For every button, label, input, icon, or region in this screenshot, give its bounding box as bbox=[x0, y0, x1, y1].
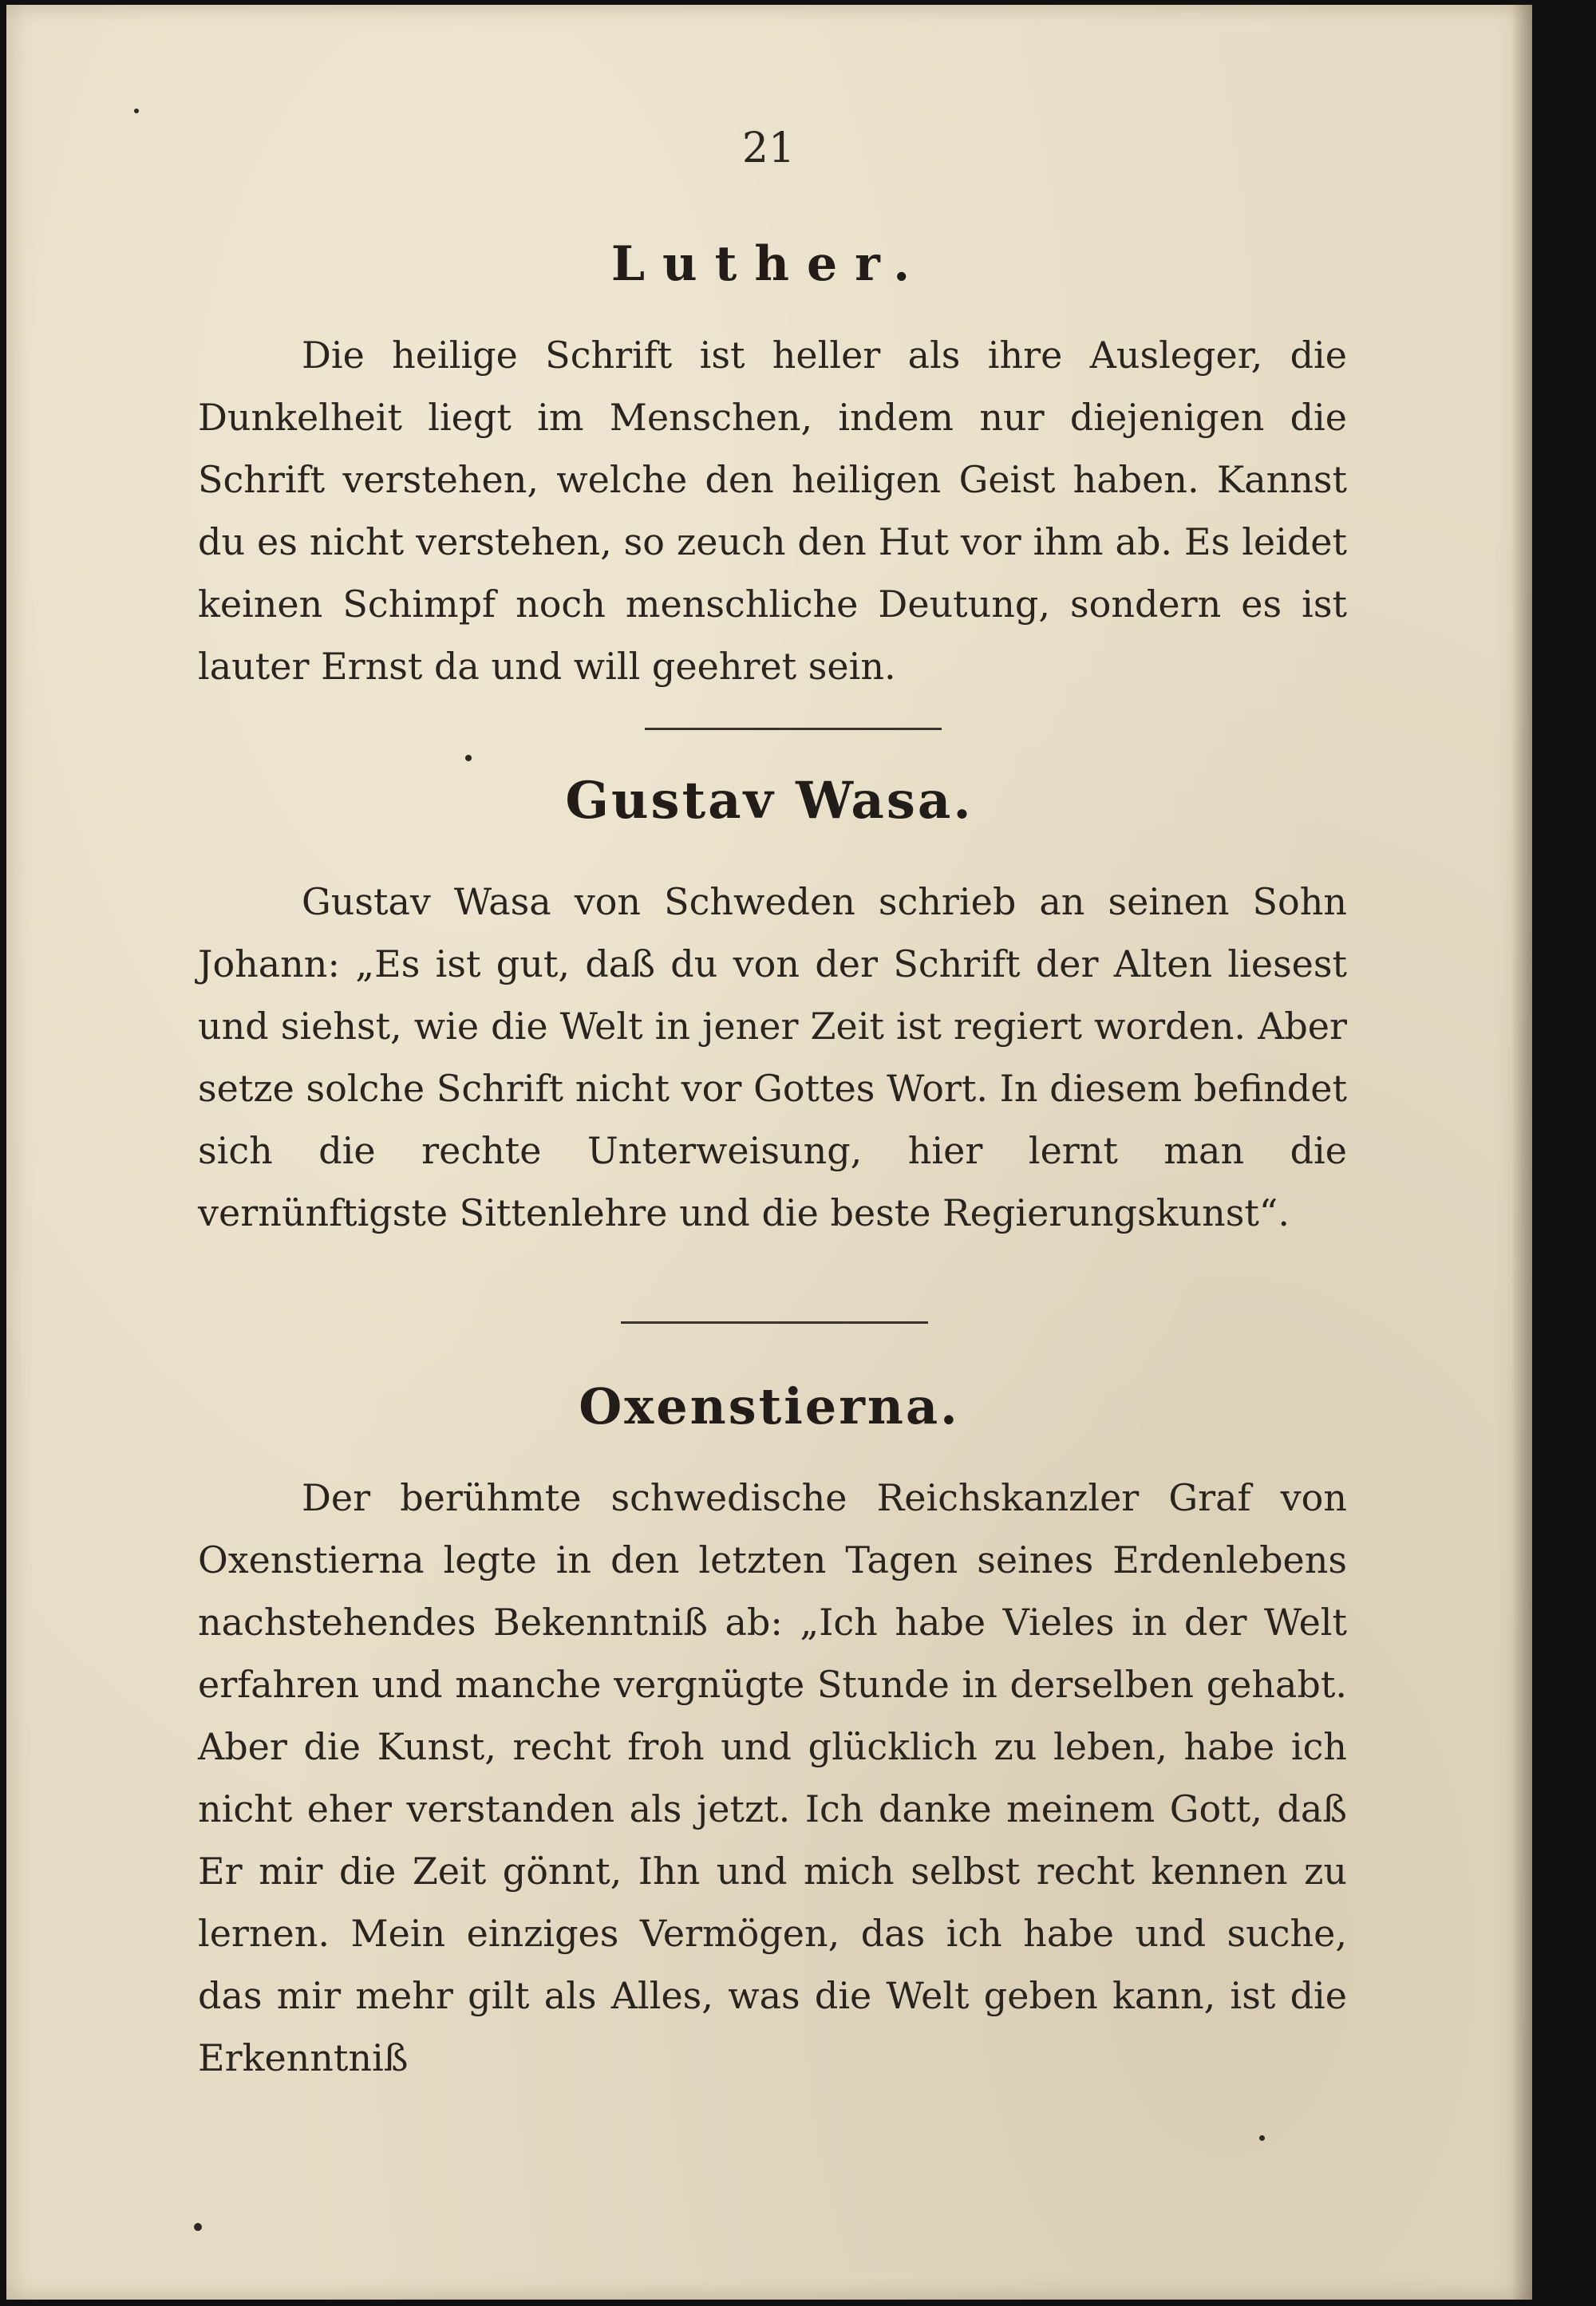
ink-speck bbox=[194, 2223, 202, 2231]
paragraph-gustav-wasa: Gustav Wasa von Schweden schrieb an seinen Sohn Johann: „Es ist gut, daß du von der Schrift der Alten liesest und siehst, wie die Welt in jener Zeit ist regiert worden. Aber setze solche Schrift nicht vor Gottes Wort. In diesem befindet sich die rechte Unterweisung, hier lernt man die vernünftigste Sittenlehre und die beste Regierungskunst“. bbox=[198, 880, 1347, 1234]
paragraph-luther: Die heilige Schrift ist heller als ihre Ausleger, die Dunkelheit liegt im Menschen, indem nur diejenigen die Schrift verstehen, welche den heiligen Geist haben. Kannst du es nicht verstehen, so zeuch den Hut vor ihm ab. Es leidet keinen Schimpf noch menschliche Deutung, sondern es ist lauter Ernst da und will geehret sein. bbox=[198, 334, 1347, 688]
paragraph-oxenstierna: Der berühmte schwedische Reichskanzler Graf von Oxenstierna legte in den letzten Tagen seines Erdenlebens nachstehendes Bekenntniß ab: „Ich habe Vieles in der Welt erfahren und manche vergnügte Stunde in derselben gehabt. Aber die Kunst, recht froh und glücklich zu leben, habe ich nicht eher verstanden als jetzt. Ich danke meinem Gott, daß Er mir die Zeit gönnt, Ihn und mich selbst recht kennen zu lernen. Mein einziges Vermögen, das ich habe und suche, das mir mehr gilt als Alles, was die Welt geben kann, ist die Erkenntniß bbox=[198, 1476, 1347, 2079]
ink-speck bbox=[1259, 2135, 1265, 2141]
ink-speck bbox=[465, 755, 472, 761]
section-divider bbox=[621, 1321, 928, 1324]
section-title-oxenstierna: Oxenstierna. bbox=[579, 1377, 960, 1435]
book-page bbox=[6, 5, 1532, 2300]
page-number: 21 bbox=[741, 124, 796, 172]
section-divider bbox=[645, 728, 942, 730]
ink-speck bbox=[134, 109, 139, 113]
page-edge-shadow bbox=[1511, 5, 1532, 2300]
section-title-gustav-wasa: Gustav Wasa. bbox=[565, 771, 974, 831]
section-title-luther: Luther. bbox=[610, 236, 928, 292]
